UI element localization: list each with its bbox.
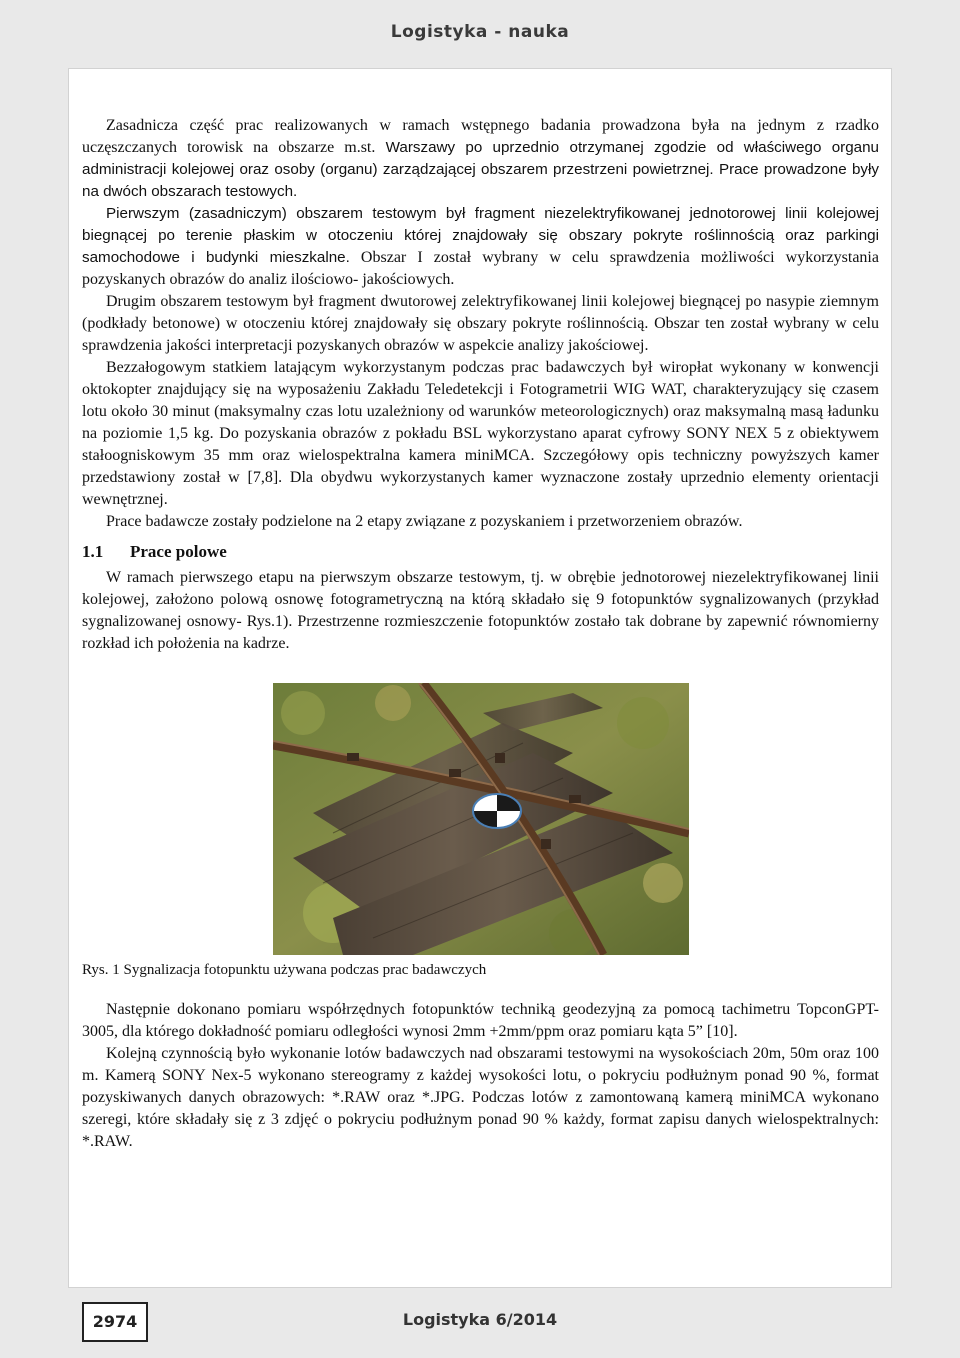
journal-footer: Logistyka 6/2014 — [402, 1310, 558, 1329]
page — [68, 68, 892, 1288]
section-number: 1.1 — [82, 542, 104, 561]
target-marker — [473, 794, 521, 828]
paragraph: W ramach pierwszego etapu na pierwszym obszarze testowym, tj. w obrębie jednotorowej niezelektryfikowanej linii kolejowej, założono polową osnowę fotogrametryczną na którą składało się 9 fotopunktów sygnalizowanych (przykład sygnalizowanej osnowy- Rys.1). Przestrzenne rozmieszczenie fotopunktów zostało tak dobrane by zapewnić równomierny rozkład ich położenia na kadrze. — [82, 569, 879, 652]
section-heading — [82, 541, 879, 563]
paragraph: Bezzałogowym statkiem latającym wykorzystanym podczas prac badawczych był wiropłat wykonany w konwencji oktokopter znajdujący się na wyposażeniu Zakładu Teledetekcji i Fotogrametrii WIG WAT, charakteryzujący się czasem lotu około 30 minut (maksymalny czas lotu uzależniony od warunków meteorologicznych) oraz maksymalną masą ładunku na poziomie 1,5 kg. Do pozyskania obrazów z pokładu BSL wykorzystano aparat cyfrowy SONY NEX 5 z obiektywem stałoogniskowym 35 mm oraz wielospektralna kamera miniMCA. Szczegółowy opis techniczny powyższych kamer przedstawiony został w [7,8]. Dla obydwu wykorzystanych kamer wyznaczone zostały uprzednio elementy orientacji wewnętrznej. — [82, 359, 879, 508]
running-header: Logistyka - nauka — [390, 22, 570, 42]
figure-caption: Rys. 1 Sygnalizacja fotopunktu używana podczas prac badawczych — [82, 962, 487, 978]
paragraph: Prace badawcze zostały podzielone na 2 etapy związane z pozyskaniem i przetworzeniem obrazów. — [106, 513, 743, 530]
paragraph — [82, 115, 879, 203]
page-number: 2974 — [82, 1302, 148, 1342]
paragraph-text: Warszawy po uprzednio otrzymanej zgodzie od właściwego organu administracji kolejowej oraz osoby (organu) zarządzającej obszarem przestrzeni powietrznej. Prace prowadzone były na dwóch obszarach testowych. — [82, 139, 880, 200]
paragraph: Następnie dokonano pomiaru współrzędnych fotopunktów techniką geodezyjną za pomocą tachimetru TopconGPT-3005, dla którego dokładność pomiaru odległości wynosi 2mm +2mm/ppm oraz pomiaru kąta 5” [10]. — [82, 1001, 879, 1040]
paragraph: Kolejną czynnością było wykonanie lotów badawczych nad obszarami testowymi na wysokościach 20m, 50m oraz 100 m. Kamerą SONY Nex-5 wykonano stereogramy z każdej wysokości lotu, o pokryciu podłużnym ponad 90 %, format pozyskiwanych danych obrazowych: *.RAW oraz *.JPG. Podczas lotów z zamontowaną kamerą miniMCA wykonano szeregi, które składały się z 3 zdjęć o pokryciu podłużnym ponad 90 % każdy, format zapisu danych wielospektralnych: *.RAW. — [82, 1045, 879, 1150]
section-title: Prace polowe — [130, 542, 227, 561]
figure-photo — [273, 683, 689, 955]
paragraph: Drugim obszarem testowym był fragment dwutorowej zelektryfikowanej linii kolejowej biegnącej po nasypie ziemnym (podkłady betonowe) w otoczeniu której znajdowały się obszary pokryte roślinnością. Obszar ten został wybrany w celu sprawdzenia jakości interpretacji pozyskanych obrazów w aspekcie analizy jakościowej. — [82, 293, 879, 354]
article-body — [82, 115, 879, 1153]
paragraph-text: Obszar I został wybrany w celu sprawdzenia możliwości wykorzystania pozyskanych obrazów do analiz ilościowo- jakościowych. — [82, 249, 879, 288]
paragraph-text: Zasadnicza część prac realizowanych w ramach wstępnego badania prowadzona była na jednym z rzadko uczęszczanych torowisk na obszarze m.st. — [82, 117, 879, 156]
paragraph-text: Pierwszym (zasadniczym) obszarem testowym był fragment niezelektryfikowanej jednotorowej linii kolejowej biegnącej po terenie płaskim w otoczeniu której znajdowały się obszary pokryte roślinnością oraz parkingi samochodowe i budynki mieszkalne. — [82, 205, 879, 266]
railway-photo — [273, 683, 689, 955]
paragraph — [82, 203, 879, 291]
